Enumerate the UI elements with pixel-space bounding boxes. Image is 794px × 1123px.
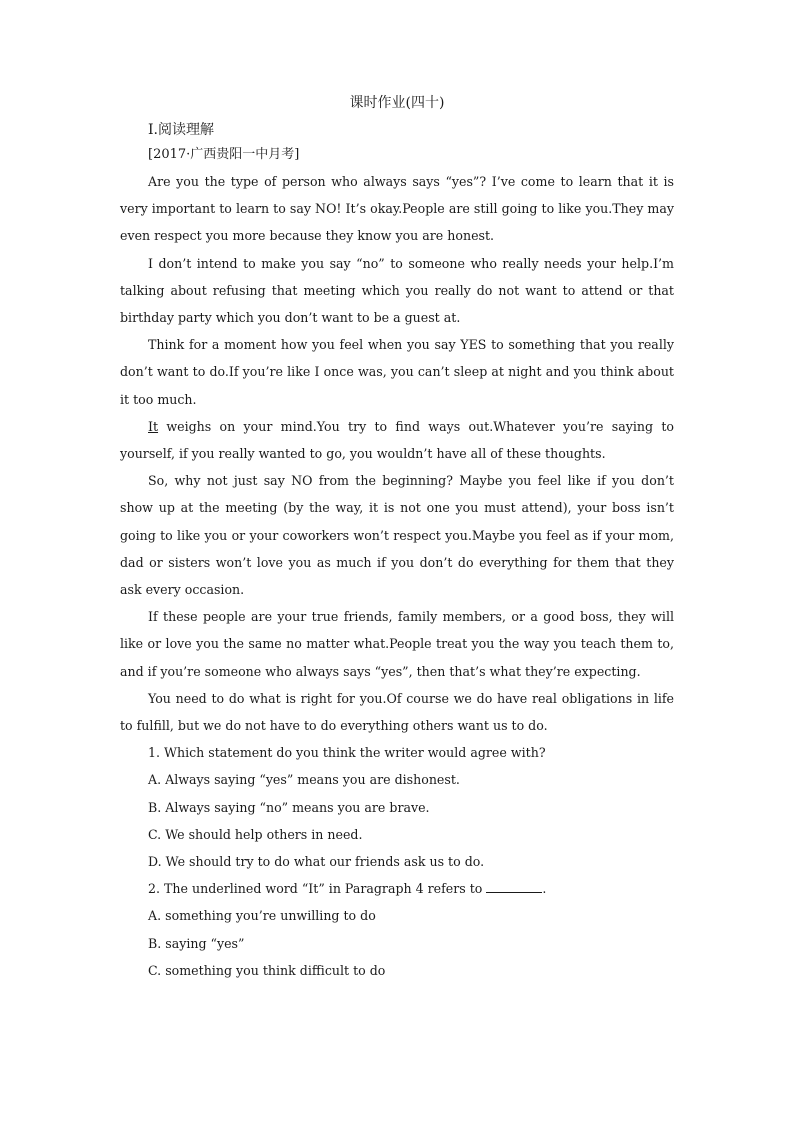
question-1-option-a: A. Always saying “yes” means you are dishonest.: [148, 772, 460, 788]
question-2-option-b: B. saying “yes”: [148, 935, 245, 951]
question-2-option-a: A. something you’re unwilling to do: [148, 908, 376, 924]
underlined-word: It: [148, 418, 159, 434]
question-1-option-d: D. We should try to do what our friends ask us to do.: [148, 854, 485, 870]
paragraph-7: You need to do what is right for you.Of course we do have real obligations in life to fulfill, but we do not have to do everything others want us to do.: [120, 690, 674, 734]
paragraph-3: Think for a moment how you feel when you say YES to something that you really don’t want to do.If you’re like I once was, you can’t sleep at night and you think about it too much.: [120, 337, 674, 407]
paragraph-2: I don’t intend to make you say “no” to someone who really needs your help.I’m talking about refusing that meeting which you really do not want to attend or that birthday party which you don’t want to be a guest at.: [120, 255, 674, 326]
question-1-option-c: C. We should help others in need.: [148, 826, 363, 842]
source-label: [2017·广西贵阳一中月考]: [148, 147, 300, 162]
page-title: 课时作业(四十): [349, 95, 445, 111]
question-2-stem-text: 2. The underlined word “It” in Paragraph 4 refers to: [148, 881, 487, 897]
document-page: [120, 92, 674, 984]
paragraph-5: So, why not just say NO from the beginning? Maybe you feel like if you don’t show up at the meeting (by the way, it is not one you must attend), your boss isn’t going to like you or your coworkers won’t respect you.Maybe you feel as if your mom, dad or sisters won’t love you as much if you don’t do everything for them that they ask every occasion.: [120, 473, 674, 598]
question-2-stem: [120, 875, 674, 902]
paragraph-1: Are you the type of person who always says “yes”? I’ve come to learn that it is very important to learn to say NO! It’s okay.People are still going to like you.They may even respect you more because they know you are honest.: [120, 174, 674, 244]
paragraph-6: If these people are your true friends, family members, or a good boss, they will like or love you the same no matter what.People treat you the way you teach them to, and if you’re someone who always says “yes”, then that’s what they’re expecting.: [120, 609, 674, 679]
question-1-option-b: B. Always saying “no” means you are brave.: [148, 799, 430, 815]
question-2-option-c: C. something you think difficult to do: [148, 962, 386, 978]
question-2-stem-end: .: [542, 881, 547, 897]
answer-blank: [486, 880, 542, 893]
paragraph-4-text: weighs on your mind.You try to find ways out.Whatever you’re saying to yourself, if you really wanted to go, you wouldn’t have all of these thoughts.: [120, 418, 674, 462]
paragraph-4: [120, 413, 674, 467]
section-heading: Ⅰ.阅读理解: [148, 122, 214, 138]
question-1-stem: 1. Which statement do you think the writer would agree with?: [148, 745, 546, 761]
